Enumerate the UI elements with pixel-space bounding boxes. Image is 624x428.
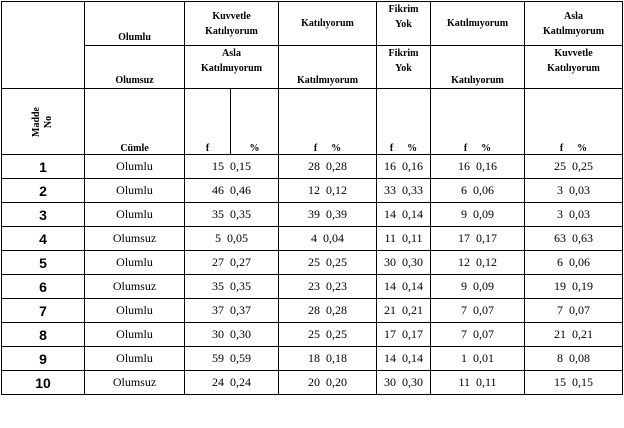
positive-col-4-line2: Katılmıyorum	[446, 18, 509, 29]
frequency-value: 30	[384, 375, 396, 389]
percent-value: 0,63	[572, 231, 593, 245]
response-cell	[185, 227, 279, 251]
percent-value: 0,24	[230, 375, 251, 389]
col4-f: f	[463, 143, 468, 154]
percent-value: 0,28	[326, 303, 347, 317]
cumle-cell: Olumsuz	[85, 275, 185, 299]
response-cell	[525, 371, 623, 395]
positive-col-1-line2: Katılıyorum	[205, 25, 258, 37]
freq-pct-pair	[212, 159, 251, 174]
frequency-value: 4	[311, 231, 317, 245]
negative-col-5	[525, 46, 623, 89]
freq-pct-pair	[554, 327, 593, 342]
positive-col-5	[525, 2, 623, 46]
negative-col-3-line2: Yok	[395, 63, 412, 74]
col1-f-header: f	[185, 89, 231, 155]
cumle-cell: Olumlu	[85, 347, 185, 371]
cumle-cell: Olumlu	[85, 251, 185, 275]
percent-value: 0,30	[402, 375, 423, 389]
cumle-cell: Olumsuz	[85, 371, 185, 395]
cumle-cell: Olumlu	[85, 179, 185, 203]
percent-value: 0,07	[473, 327, 494, 341]
madde-no-cell: 9	[2, 347, 85, 371]
negative-col-3-line1: Fikrim	[388, 48, 419, 59]
positive-col-4	[431, 2, 525, 46]
response-cell	[377, 179, 431, 203]
negative-col-5-line2: Katılıyorum	[547, 63, 600, 74]
frequency-value: 21	[384, 303, 396, 317]
frequency-value: 19	[554, 279, 566, 293]
response-cell	[279, 227, 377, 251]
col3-fpct-header	[377, 89, 431, 155]
response-cell	[185, 347, 279, 371]
madde-no-cell: 4	[2, 227, 85, 251]
madde-no-cell: 3	[2, 203, 85, 227]
frequency-value: 1	[461, 351, 467, 365]
freq-pct-pair	[308, 327, 347, 342]
percent-value: 0,16	[402, 159, 423, 173]
negative-col-5-line1: Kuvvetle	[554, 48, 593, 59]
percent-value: 0,30	[402, 255, 423, 269]
response-cell	[377, 227, 431, 251]
freq-pct-pair	[461, 351, 494, 366]
percent-value: 0,37	[230, 303, 251, 317]
madde-no-cell: 1	[2, 155, 85, 179]
frequency-value: 16	[384, 159, 396, 173]
freq-pct-pair	[212, 207, 251, 222]
response-cell	[185, 179, 279, 203]
madde-no-rotated	[31, 107, 55, 137]
response-cell	[185, 203, 279, 227]
madde-no-cell: 7	[2, 299, 85, 323]
table-row	[2, 323, 623, 347]
response-cell	[377, 203, 431, 227]
freq-pct-pair	[308, 279, 347, 294]
frequency-value: 39	[308, 207, 320, 221]
percent-value: 0,17	[402, 327, 423, 341]
freq-pct-pair	[308, 351, 347, 366]
madde-label: Madde	[31, 106, 42, 137]
table-row	[2, 203, 623, 227]
percent-value: 0,19	[572, 279, 593, 293]
frequency-value: 27	[212, 255, 224, 269]
response-cell	[431, 155, 525, 179]
col4-fpct-header	[431, 89, 525, 155]
table-row	[2, 251, 623, 275]
col3-f: f	[389, 143, 394, 154]
response-cell	[431, 179, 525, 203]
freq-pct-pair	[461, 303, 494, 318]
positive-col-1-line1: Kuvvetle	[212, 10, 251, 22]
freq-pct-pair	[384, 159, 423, 174]
response-cell	[525, 227, 623, 251]
frequency-value: 18	[308, 351, 320, 365]
response-cell	[377, 251, 431, 275]
response-cell	[377, 347, 431, 371]
percent-value: 0,23	[326, 279, 347, 293]
percent-value: 0,25	[572, 159, 593, 173]
percent-value: 0,16	[476, 159, 497, 173]
freq-pct-pair	[212, 375, 251, 390]
negative-col-1	[185, 46, 279, 89]
frequency-value: 33	[384, 183, 396, 197]
percent-value: 0,21	[402, 303, 423, 317]
freq-pct-pair	[461, 207, 494, 222]
cumle-cell: Olumlu	[85, 323, 185, 347]
frequency-value: 30	[384, 255, 396, 269]
percent-value: 0,03	[569, 207, 590, 221]
percent-value: 0,11	[402, 231, 423, 245]
frequency-value: 28	[308, 303, 320, 317]
percent-value: 0,12	[476, 255, 497, 269]
madde-no-cell: 2	[2, 179, 85, 203]
freq-pct-pair	[557, 255, 590, 270]
cumle-cell: Olumlu	[85, 155, 185, 179]
percent-value: 0,06	[473, 183, 494, 197]
response-cell	[279, 275, 377, 299]
response-cell	[279, 155, 377, 179]
percent-value: 0,08	[569, 351, 590, 365]
response-cell	[431, 299, 525, 323]
percent-value: 0,25	[326, 327, 347, 341]
table-row	[2, 347, 623, 371]
positive-col-2-line2: Katılıyorum	[301, 18, 354, 29]
table-row	[2, 275, 623, 299]
survey-frequency-table	[1, 1, 623, 395]
col2-pct: %	[331, 143, 342, 154]
madde-no-header	[2, 89, 85, 155]
percent-value: 0,35	[230, 279, 251, 293]
frequency-value: 9	[461, 207, 467, 221]
col4-pct: %	[481, 143, 492, 154]
positive-col-3-line2: Yok	[395, 19, 412, 30]
frequency-value: 59	[212, 351, 224, 365]
frequency-value: 25	[308, 327, 320, 341]
frequency-value: 37	[212, 303, 224, 317]
freq-pct-pair	[212, 279, 251, 294]
table-row	[2, 227, 623, 251]
percent-value: 0,12	[326, 183, 347, 197]
freq-pct-pair	[461, 279, 494, 294]
col3-pct: %	[407, 143, 418, 154]
freq-pct-pair	[311, 231, 344, 246]
response-cell	[279, 203, 377, 227]
madde-no-cell: 5	[2, 251, 85, 275]
percent-value: 0,14	[402, 207, 423, 221]
frequency-value: 24	[212, 375, 224, 389]
percent-value: 0,15	[230, 159, 251, 173]
response-cell	[525, 155, 623, 179]
col5-f: f	[559, 143, 564, 154]
col5-pct: %	[577, 143, 588, 154]
percent-value: 0,17	[476, 231, 497, 245]
freq-pct-pair	[384, 183, 423, 198]
response-cell	[525, 275, 623, 299]
percent-value: 0,07	[473, 303, 494, 317]
frequency-value: 25	[308, 255, 320, 269]
table-body	[2, 155, 623, 395]
freq-pct-pair	[212, 255, 251, 270]
frequency-value: 63	[554, 231, 566, 245]
response-cell	[279, 179, 377, 203]
col5-fpct-header	[525, 89, 623, 155]
response-cell	[377, 323, 431, 347]
response-cell	[431, 227, 525, 251]
freq-pct-pair	[461, 327, 494, 342]
freq-pct-pair	[212, 351, 251, 366]
col2-f: f	[313, 143, 318, 154]
table-row	[2, 179, 623, 203]
percent-value: 0,06	[569, 255, 590, 269]
response-cell	[185, 299, 279, 323]
response-cell	[279, 347, 377, 371]
response-cell	[377, 275, 431, 299]
positive-col-5-line1: Asla	[564, 10, 583, 22]
frequency-value: 7	[461, 327, 467, 341]
frequency-value: 6	[557, 255, 563, 269]
response-cell	[377, 155, 431, 179]
freq-pct-pair	[461, 183, 494, 198]
frequency-value: 25	[554, 159, 566, 173]
percent-value: 0,21	[572, 327, 593, 341]
freq-pct-pair	[215, 231, 248, 246]
percent-value: 0,28	[326, 159, 347, 173]
response-cell	[431, 203, 525, 227]
freq-pct-pair	[557, 351, 590, 366]
freq-pct-pair	[308, 207, 347, 222]
frequency-value: 17	[384, 327, 396, 341]
frequency-value: 7	[557, 303, 563, 317]
percent-value: 0,33	[402, 183, 423, 197]
response-cell	[377, 299, 431, 323]
response-cell	[279, 299, 377, 323]
freq-pct-pair	[554, 375, 593, 390]
response-cell	[431, 323, 525, 347]
response-cell	[431, 251, 525, 275]
percent-value: 0,25	[326, 255, 347, 269]
freq-pct-pair	[384, 303, 423, 318]
percent-value: 0,11	[476, 375, 497, 389]
frequency-value: 9	[461, 279, 467, 293]
freq-pct-pair	[458, 231, 497, 246]
negative-label: Olumsuz	[85, 46, 185, 89]
freq-pct-pair	[384, 207, 423, 222]
response-cell	[525, 299, 623, 323]
frequency-value: 30	[212, 327, 224, 341]
response-cell	[185, 155, 279, 179]
frequency-value: 46	[212, 183, 224, 197]
frequency-value: 14	[384, 351, 396, 365]
freq-pct-pair	[384, 351, 423, 366]
response-cell	[279, 371, 377, 395]
freq-pct-pair	[384, 375, 423, 390]
freq-pct-pair	[384, 279, 423, 294]
positive-col-1	[185, 2, 279, 46]
positive-col-5-line2: Katılmıyorum	[542, 25, 605, 37]
col1-pct-header: %	[231, 89, 279, 155]
freq-pct-pair	[384, 231, 422, 246]
frequency-value: 7	[461, 303, 467, 317]
freq-pct-pair	[557, 303, 590, 318]
frequency-value: 5	[215, 231, 221, 245]
header-corner	[2, 2, 85, 89]
cumle-cell: Olumsuz	[85, 227, 185, 251]
cumle-header: Cümle	[85, 89, 185, 155]
frequency-value: 14	[384, 279, 396, 293]
response-cell	[431, 275, 525, 299]
percent-value: 0,15	[572, 375, 593, 389]
response-cell	[279, 323, 377, 347]
percent-value: 0,46	[230, 183, 251, 197]
header-row-positive	[2, 2, 623, 46]
response-cell	[525, 323, 623, 347]
percent-value: 0,09	[473, 279, 494, 293]
frequency-value: 11	[458, 375, 470, 389]
percent-value: 0,39	[326, 207, 347, 221]
freq-pct-pair	[554, 159, 593, 174]
frequency-value: 11	[384, 231, 396, 245]
response-cell	[377, 371, 431, 395]
frequency-value: 35	[212, 279, 224, 293]
cumle-cell: Olumlu	[85, 299, 185, 323]
frequency-value: 23	[308, 279, 320, 293]
freq-pct-pair	[384, 327, 423, 342]
freq-pct-pair	[458, 255, 497, 270]
freq-pct-pair	[212, 327, 251, 342]
percent-value: 0,03	[569, 183, 590, 197]
response-cell	[185, 251, 279, 275]
frequency-value: 12	[458, 255, 470, 269]
percent-value: 0,05	[227, 231, 248, 245]
response-cell	[525, 179, 623, 203]
percent-value: 0,59	[230, 351, 251, 365]
percent-value: 0,18	[326, 351, 347, 365]
percent-value: 0,20	[326, 375, 347, 389]
response-cell	[185, 275, 279, 299]
frequency-value: 16	[458, 159, 470, 173]
negative-col-1-line2: Katılmıyorum	[200, 63, 263, 74]
percent-value: 0,01	[473, 351, 494, 365]
frequency-value: 15	[212, 159, 224, 173]
header-row-fpct	[2, 89, 623, 155]
frequency-value: 6	[461, 183, 467, 197]
table-row	[2, 299, 623, 323]
freq-pct-pair	[308, 255, 347, 270]
frequency-value: 21	[554, 327, 566, 341]
freq-pct-pair	[308, 159, 347, 174]
response-cell	[525, 203, 623, 227]
response-cell	[525, 251, 623, 275]
response-cell	[185, 323, 279, 347]
no-label: No	[43, 115, 54, 128]
table-row	[2, 371, 623, 395]
frequency-value: 17	[458, 231, 470, 245]
response-cell	[431, 347, 525, 371]
positive-label: Olumlu	[85, 2, 185, 46]
table-row	[2, 155, 623, 179]
frequency-value: 28	[308, 159, 320, 173]
percent-value: 0,07	[569, 303, 590, 317]
madde-no-cell: 6	[2, 275, 85, 299]
negative-col-2: Katılmıyorum	[279, 46, 377, 89]
freq-pct-pair	[554, 231, 593, 246]
freq-pct-pair	[308, 303, 347, 318]
col2-fpct-header	[279, 89, 377, 155]
madde-no-cell: 10	[2, 371, 85, 395]
freq-pct-pair	[557, 207, 590, 222]
frequency-value: 15	[554, 375, 566, 389]
response-cell	[185, 371, 279, 395]
freq-pct-pair	[458, 159, 497, 174]
positive-col-3-line1: Fikrim	[388, 4, 419, 15]
percent-value: 0,35	[230, 207, 251, 221]
negative-col-3	[377, 46, 431, 89]
frequency-value: 3	[557, 207, 563, 221]
percent-value: 0,30	[230, 327, 251, 341]
frequency-value: 14	[384, 207, 396, 221]
header-row-negative	[2, 46, 623, 89]
response-cell	[431, 371, 525, 395]
positive-col-3	[377, 2, 431, 46]
freq-pct-pair	[554, 279, 593, 294]
percent-value: 0,14	[402, 279, 423, 293]
freq-pct-pair	[557, 183, 590, 198]
response-cell	[525, 347, 623, 371]
frequency-value: 3	[557, 183, 563, 197]
positive-col-2	[279, 2, 377, 46]
negative-col-1-line1: Asla	[222, 48, 241, 59]
madde-no-cell: 8	[2, 323, 85, 347]
cumle-cell: Olumlu	[85, 203, 185, 227]
freq-pct-pair	[212, 303, 251, 318]
freq-pct-pair	[212, 183, 251, 198]
freq-pct-pair	[384, 255, 423, 270]
percent-value: 0,04	[323, 231, 344, 245]
freq-pct-pair	[458, 375, 496, 390]
frequency-value: 35	[212, 207, 224, 221]
negative-col-4: Katılıyorum	[431, 46, 525, 89]
percent-value: 0,09	[473, 207, 494, 221]
freq-pct-pair	[308, 375, 347, 390]
freq-pct-pair	[308, 183, 347, 198]
frequency-value: 8	[557, 351, 563, 365]
frequency-value: 20	[308, 375, 320, 389]
percent-value: 0,27	[230, 255, 251, 269]
frequency-value: 12	[308, 183, 320, 197]
percent-value: 0,14	[402, 351, 423, 365]
response-cell	[279, 251, 377, 275]
